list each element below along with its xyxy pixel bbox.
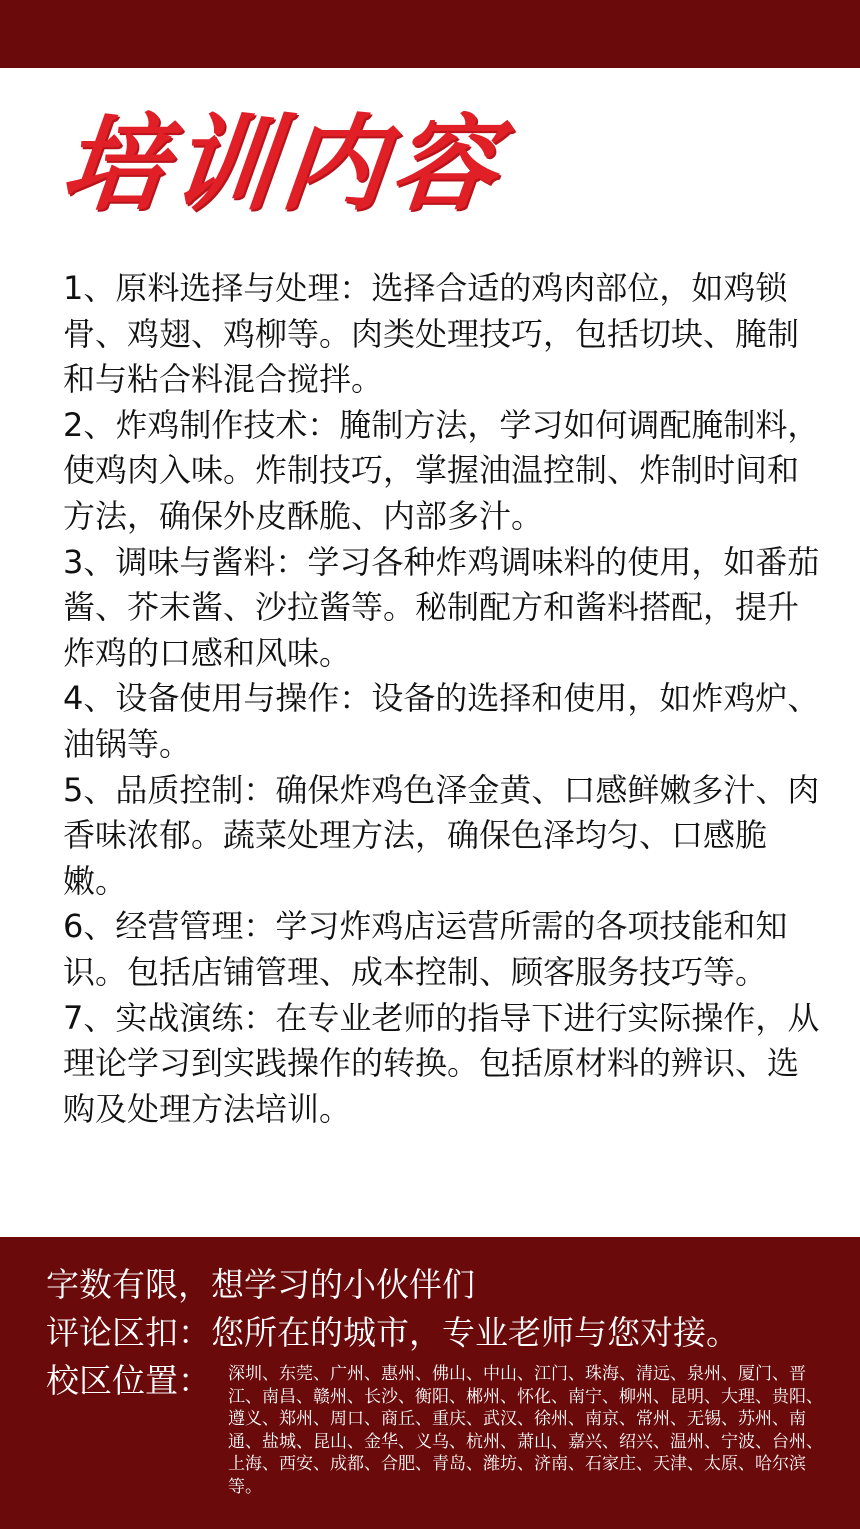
top-banner (0, 0, 860, 68)
list-item: 1、原料选择与处理：选择合适的鸡肉部位，如鸡锁骨、鸡翅、鸡柳等。肉类处理技巧，包括切块、腌制和与粘合料混合搅拌。 (63, 269, 800, 399)
footer-banner (0, 1237, 860, 1529)
campus-label: 校区位置： (46, 1361, 211, 1400)
list-item: 2、炸鸡制作技术：腌制方法，学习如何调配腌制料，使鸡肉入味。炸制技巧，掌握油温控制、炸制时间和方法，确保外皮酥脆、内部多汁。 (63, 405, 820, 535)
list-item: 6、经营管理：学习炸鸡店运营所需的各项技能和知识。包括店铺管理、成本控制、顾客服务技巧等。 (63, 907, 788, 991)
list-item: 5、品质控制：确保炸鸡色泽金黄、口感鲜嫩多汁、肉香味浓郁。蔬菜处理方法，确保色泽均匀、口感脆嫩。 (63, 770, 820, 900)
footer-comment-text: 评论区扣：您所在的城市，专业老师与您对接。 (46, 1313, 739, 1352)
training-content-list (63, 266, 823, 1132)
campus-city-list: 深圳、东莞、广州、惠州、佛山、中山、江门、珠海、清远、泉州、厦门、晋江、南昌、赣州、长沙、衡阳、郴州、怀化、南宁、柳州、昆明、大理、贵阳、遵义、郑州、周口、商丘、重庆、武汉、徐州、南京、常州、无锡、苏州、南通、盐城、昆山、金华、义乌、杭州、萧山、嘉兴、绍兴、温州、宁波、台州、上海、西安、成都、合肥、青岛、潍坊、济南、石家庄、天津、太原、哈尔滨等。 (228, 1364, 823, 1497)
list-item: 3、调味与酱料：学习各种炸鸡调味料的使用，如番茄酱、芥末酱、沙拉酱等。秘制配方和酱料搭配，提升炸鸡的口感和风味。 (63, 542, 820, 672)
list-item: 7、实战演练：在专业老师的指导下进行实际操作，从理论学习到实践操作的转换。包括原材料的辨识、选购及处理方法培训。 (63, 998, 820, 1128)
page-title: 培训内容 (55, 103, 509, 225)
list-item: 4、设备使用与操作：设备的选择和使用，如炸鸡炉、油锅等。 (63, 679, 820, 763)
footer-invite-text: 字数有限，想学习的小伙伴们 (46, 1265, 475, 1304)
